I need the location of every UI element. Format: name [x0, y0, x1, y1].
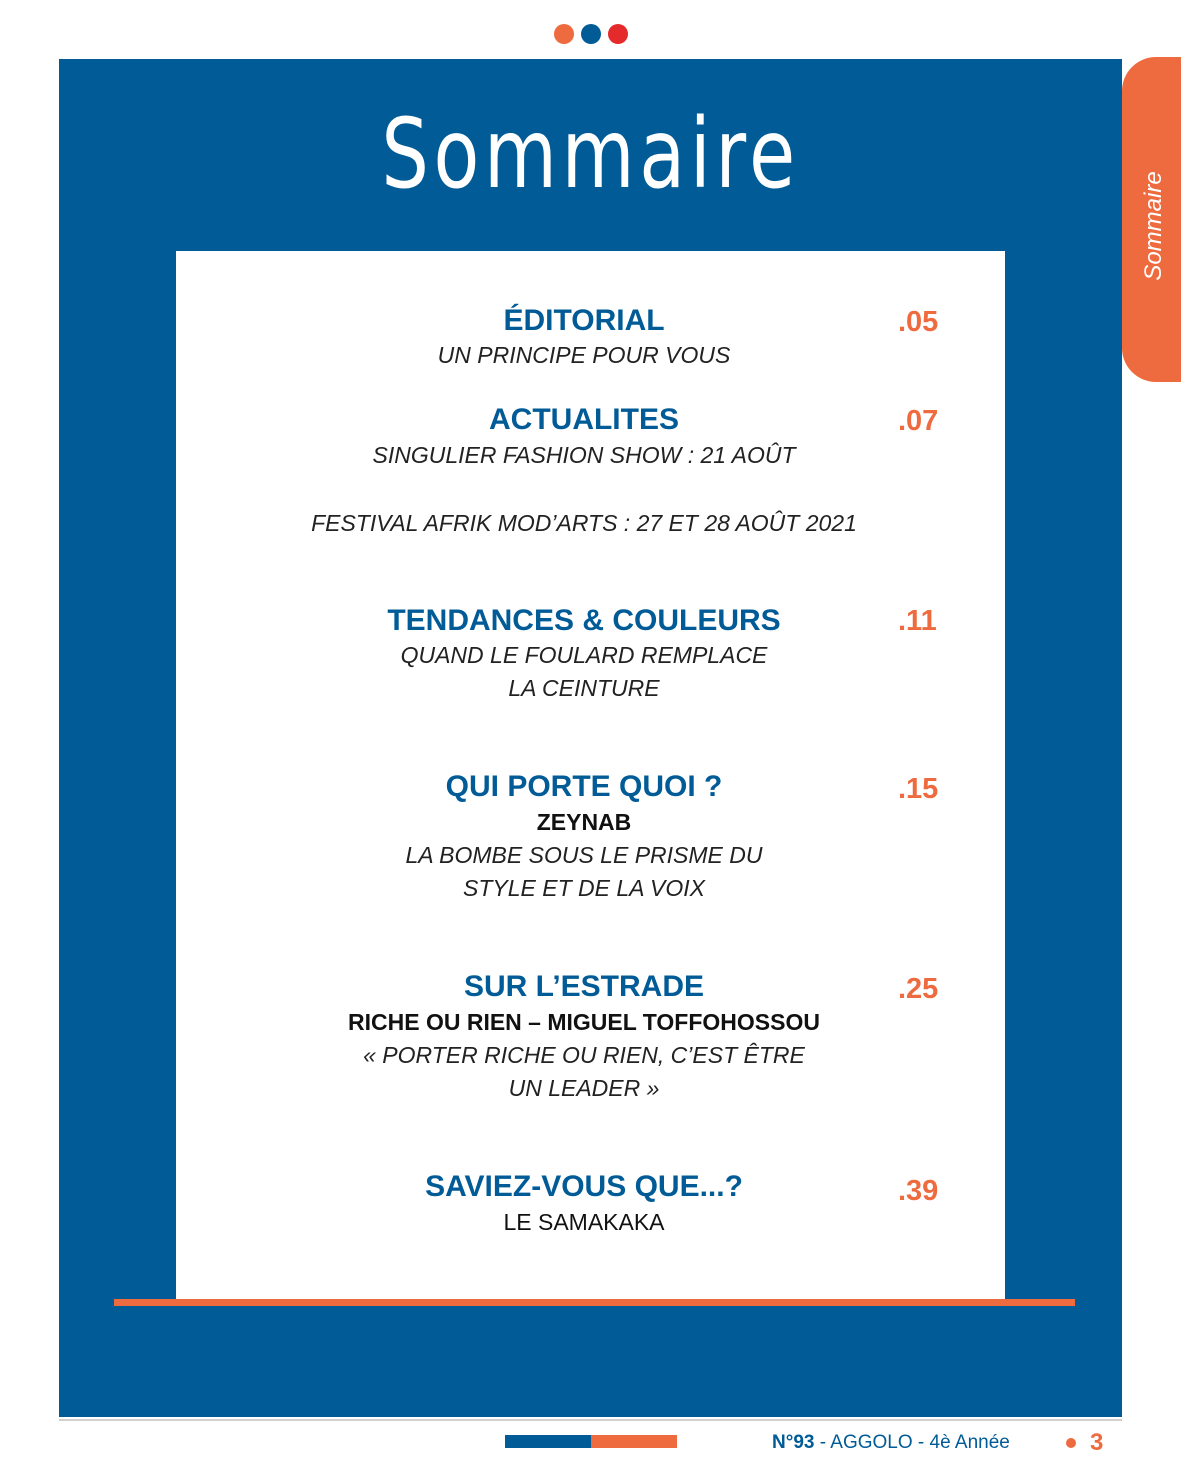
section-subtitle: UN LEADER » [508, 1075, 660, 1101]
page-number: 3 [1090, 1429, 1104, 1456]
footer-orange-bar [591, 1435, 677, 1448]
orange-divider [114, 1299, 1075, 1306]
section-subtitle: STYLE ET DE LA VOIX [462, 875, 705, 901]
blue-dot [581, 24, 601, 44]
section-subtitle: « PORTER RICHE OU RIEN, C’EST ÊTRE [363, 1042, 805, 1068]
footer-dot [1066, 1438, 1076, 1448]
orange-dot [554, 24, 574, 44]
section-page: .05 [898, 306, 939, 338]
section-page: .39 [898, 1175, 939, 1207]
red-dot [608, 24, 628, 44]
section-title: ACTUALITES [489, 403, 679, 436]
section-title: SAVIEZ-VOUS QUE...? [425, 1170, 743, 1203]
footer-divider [59, 1419, 1122, 1421]
section-title: QUI PORTE QUOI ? [445, 770, 723, 803]
section-subtitle: UN PRINCIPE POUR VOUS [437, 342, 731, 368]
section-title: SUR L’ESTRADE [463, 970, 705, 1003]
section-title: TENDANCES & COULEURS [387, 604, 781, 637]
section-page: .07 [898, 405, 939, 437]
section-subject: RICHE OU RIEN – MIGUEL TOFFOHOSSOU [348, 1009, 820, 1035]
decorative-dots [554, 24, 628, 44]
side-tab-label: Sommaire [1140, 171, 1167, 281]
footer-issue-number: N°93 [772, 1432, 815, 1453]
section-subject: ZEYNAB [536, 809, 632, 835]
section-subtitle: QUAND LE FOULARD REMPLACE [400, 642, 768, 668]
section-subtitle: LE SAMAKAKA [503, 1209, 665, 1235]
footer-publication: - AGGOLO - 4è Année [814, 1432, 1010, 1453]
section-subtitle: LA CEINTURE [508, 675, 660, 701]
page-title: Sommaire [381, 98, 800, 210]
section-title: ÉDITORIAL [503, 304, 665, 337]
section-page: .15 [898, 773, 939, 805]
section-page: .25 [898, 973, 939, 1005]
section-subtitle: LA BOMBE SOUS LE PRISME DU [405, 842, 763, 868]
footer-issue-info [772, 1431, 1010, 1455]
footer-blue-bar [505, 1435, 591, 1448]
section-subtitle: SINGULIER FASHION SHOW : 21 AOÛT [372, 442, 796, 468]
section-subtitle: FESTIVAL AFRIK MOD’ARTS : 27 ET 28 AOÛT 2021 [311, 510, 857, 536]
section-page: .11 [898, 605, 937, 637]
